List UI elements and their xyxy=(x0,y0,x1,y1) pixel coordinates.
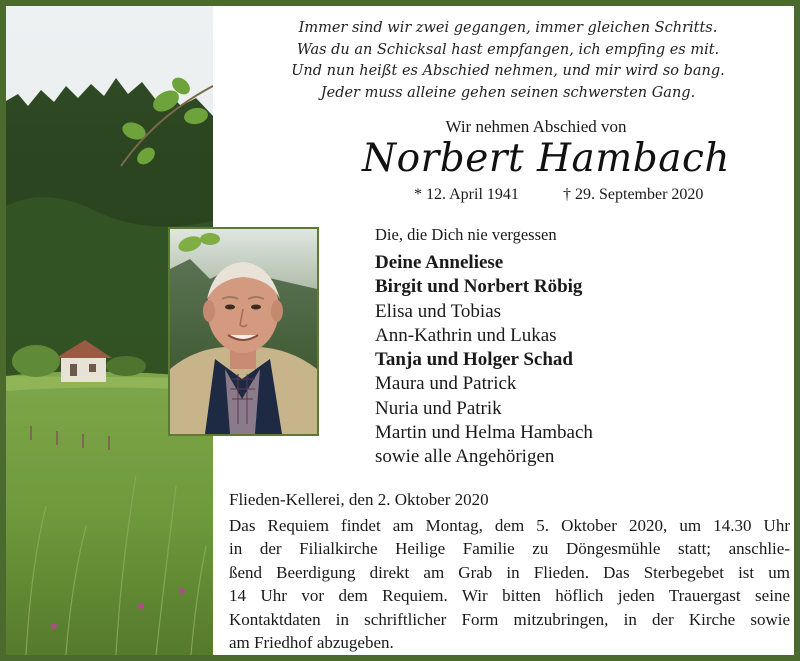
poem xyxy=(228,18,788,104)
poem-line: Und nun heißt es Abschied nehmen, und mir wird so bang. xyxy=(291,63,725,79)
mourner-name: Ann-Kathrin und Lukas xyxy=(375,324,557,346)
poem-line: Jeder muss alleine gehen seinen schwersten Gang. xyxy=(320,84,696,101)
mourner-name: Birgit und Norbert Röbig xyxy=(375,276,583,298)
details-line: in der Filialkirche Heilige Familie zu Döngesmühle statt; anschlie- xyxy=(229,539,790,559)
mourners-intro: Die, die Dich nie vergessen xyxy=(375,225,557,244)
death-date: † 29. September 2020 xyxy=(563,186,704,203)
mourner-name: Tanja und Holger Schad xyxy=(375,349,573,371)
details-line: ßend Beerdigung direkt am Grab in Flieden. Das Sterbegebet ist um xyxy=(229,562,790,582)
poem-line: Was du an Schicksal hast empfangen, ich empfing es mit. xyxy=(296,41,720,58)
mourner-name: Martin und Helma Hambach xyxy=(375,422,593,444)
mourner-name: Elisa und Tobias xyxy=(375,300,502,322)
details-line: Das Requiem findet am Montag, dem 5. Oktober 2020, um 14.30 Uhr xyxy=(229,516,790,535)
mourner-name: sowie alle Angehörigen xyxy=(375,446,555,468)
details-line: am Friedhof abzugeben. xyxy=(229,633,394,653)
mourner-name: Deine Anneliese xyxy=(375,252,504,273)
details-line: 14 Uhr vor dem Requiem. Wir bitten höflich jeden Trauergast seine xyxy=(229,586,790,606)
funeral-details xyxy=(229,514,790,654)
place-and-date: Flieden-Kellerei, den 2. Oktober 2020 xyxy=(229,490,489,509)
mourners-list xyxy=(375,251,593,470)
birth-date: * 12. April 1941 xyxy=(414,186,519,203)
mourner-name: Nuria und Patrik xyxy=(375,397,502,419)
poem-line: Immer sind wir zwei gegangen, immer gleichen Schritts. xyxy=(298,20,718,36)
deceased-name: Norbert Hambach xyxy=(362,136,730,181)
farewell-intro: Wir nehmen Abschied von xyxy=(445,117,627,136)
details-line: Kontaktdaten in schriftlicher Form mitzubringen, in der Kirche sowie xyxy=(229,609,790,629)
portrait-photo xyxy=(168,227,319,436)
mourner-name: Maura und Patrick xyxy=(375,373,517,395)
